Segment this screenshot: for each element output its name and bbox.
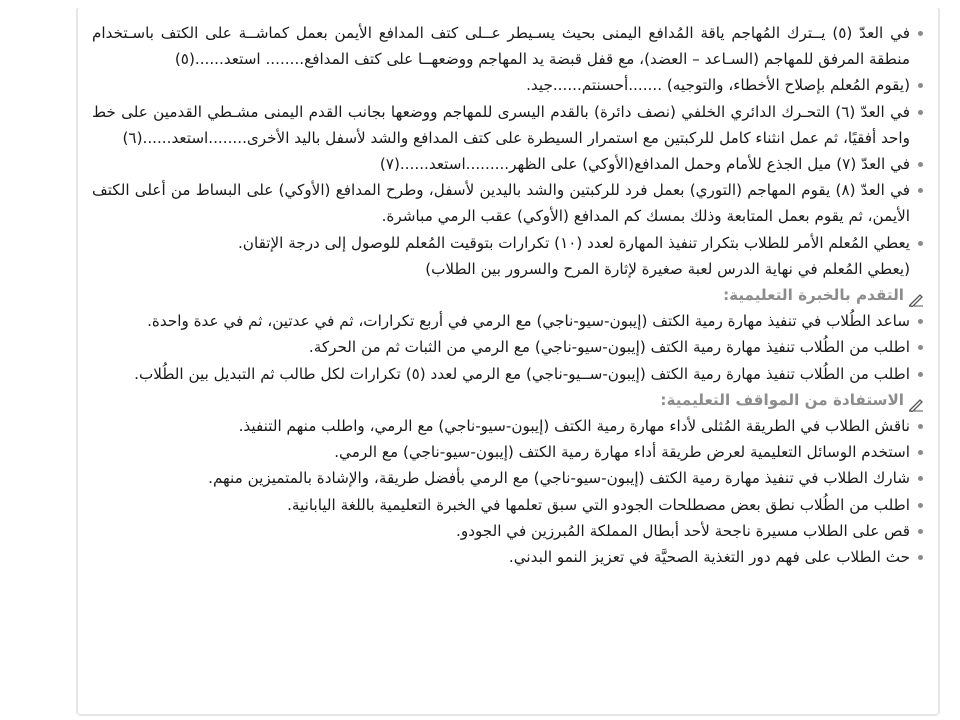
pencil-note-icon (908, 289, 924, 303)
list-item: اطلب من الطُلاب تنفيذ مهارة رمية الكتف (إيبون-سيو-ناجي) مع الرمي من الثبات ثم من الحركة. (92, 334, 924, 360)
section-heading-situations (92, 387, 924, 413)
pencil-note-icon (908, 394, 924, 408)
list-item: ناقش الطلاب في الطريقة المُثلى لأداء مهارة رمية الكتف (إيبون-سيو-ناجي) مع الرمي، واطلب منهم التنفيذ. (92, 413, 924, 439)
list-item: قص على الطلاب مسيرة ناجحة لأحد أبطال المملكة المُبرزين في الجودو. (92, 518, 924, 544)
progression-list (92, 308, 924, 387)
list-item: في العدّ (٧) ميل الجذع للأمام وحمل المدافع(الأوكي) على الظهر.........استعد......(٧) (92, 151, 924, 177)
list-item: في العدّ (٦) التحـرك الدائري الخلفي (نصف دائرة) بالقدم اليسرى للمهاجم ووضعها بجانب القدم اليمنى مشـطي القدمين على خط واحد أفقيًا، ثم عمل انثناء كامل للركبتين مع استمرار السيطرة على كتف المدافع والشد لأسفل باليد الأخرى........استعد......(٦) (92, 99, 924, 151)
list-item: شارك الطلاب في تنفيذ مهارة رمية الكتف (إيبون-سيو-ناجي) مع الرمي بأفضل طريقة، والإشادة بالمتميزين منهم. (92, 465, 924, 491)
top-bullet-list (92, 20, 924, 256)
situations-list (92, 413, 924, 570)
section-heading-text: الاستفادة من المواقف التعليمية: (660, 390, 904, 409)
document-content (92, 20, 924, 570)
list-item: استخدم الوسائل التعليمية لعرض طريقة أداء مهارة رمية الكتف (إيبون-سيو-ناجي) مع الرمي. (92, 439, 924, 465)
list-item: يعطي المُعلم الأمر للطلاب بتكرار تنفيذ المهارة لعدد (١٠) تكرارات بتوقيت المُعلم للوصول إلى درجة الإتقان. (92, 230, 924, 256)
list-item: ساعد الطُلاب في تنفيذ مهارة رمية الكتف (إيبون-سيو-ناجي) مع الرمي في أربع تكرارات، ثم في عدتين، ثم في عدة واحدة. (92, 308, 924, 334)
section-heading-progression (92, 282, 924, 308)
list-item: (يقوم المُعلم بإصلاح الأخطاء، والتوجيه) .......أحسنتم......جيد. (92, 72, 924, 98)
list-item: اطلب من الطُلاب نطق بعض مصطلحات الجودو التي سبق تعلمها في الخبرة التعليمية باللغة اليابانية. (92, 492, 924, 518)
list-item: اطلب من الطُلاب تنفيذ مهارة رمية الكتف (إيبون-ســيو-ناجي) مع الرمي لعدد (٥) تكرارات لكل طالب ثم التبديل بين الطُلاب. (92, 361, 924, 387)
list-item: في العدّ (٥) يــترك المُهاجم ياقة المُدافع اليمنى بحيث يسـيطر عــلى كتف المدافع الأيمن بعمل كماشــة على الكتف باسـتخدام منطقة المرفق للمهاجم (السـاعد – العضد)، مع قفل قبضة يد المهاجم ووضعهــا على كتف المدافع........ استعد......(٥) (92, 20, 924, 72)
section-heading-text: التقدم بالخبرة التعليمية: (723, 286, 904, 305)
list-item: في العدّ (٨) يقوم المهاجم (التوري) بعمل فرد للركبتين والشد باليدين لأسفل، وطرح المدافع (الأوكي) على البساط من أعلى الكتف الأيمن، ثم يقوم بعمل المتابعة وذلك بمسك كم المدافع (الأوكي) عقب الرمي مباشرة. (92, 177, 924, 229)
list-item: حث الطلاب على فهم دور التغذية الصحيَّة في تعزيز النمو البدني. (92, 544, 924, 570)
game-note-line: (يعطي المُعلم في نهاية الدرس لعبة صغيرة لإثارة المرح والسرور بين الطلاب) (425, 259, 910, 278)
document-page (78, 8, 938, 714)
